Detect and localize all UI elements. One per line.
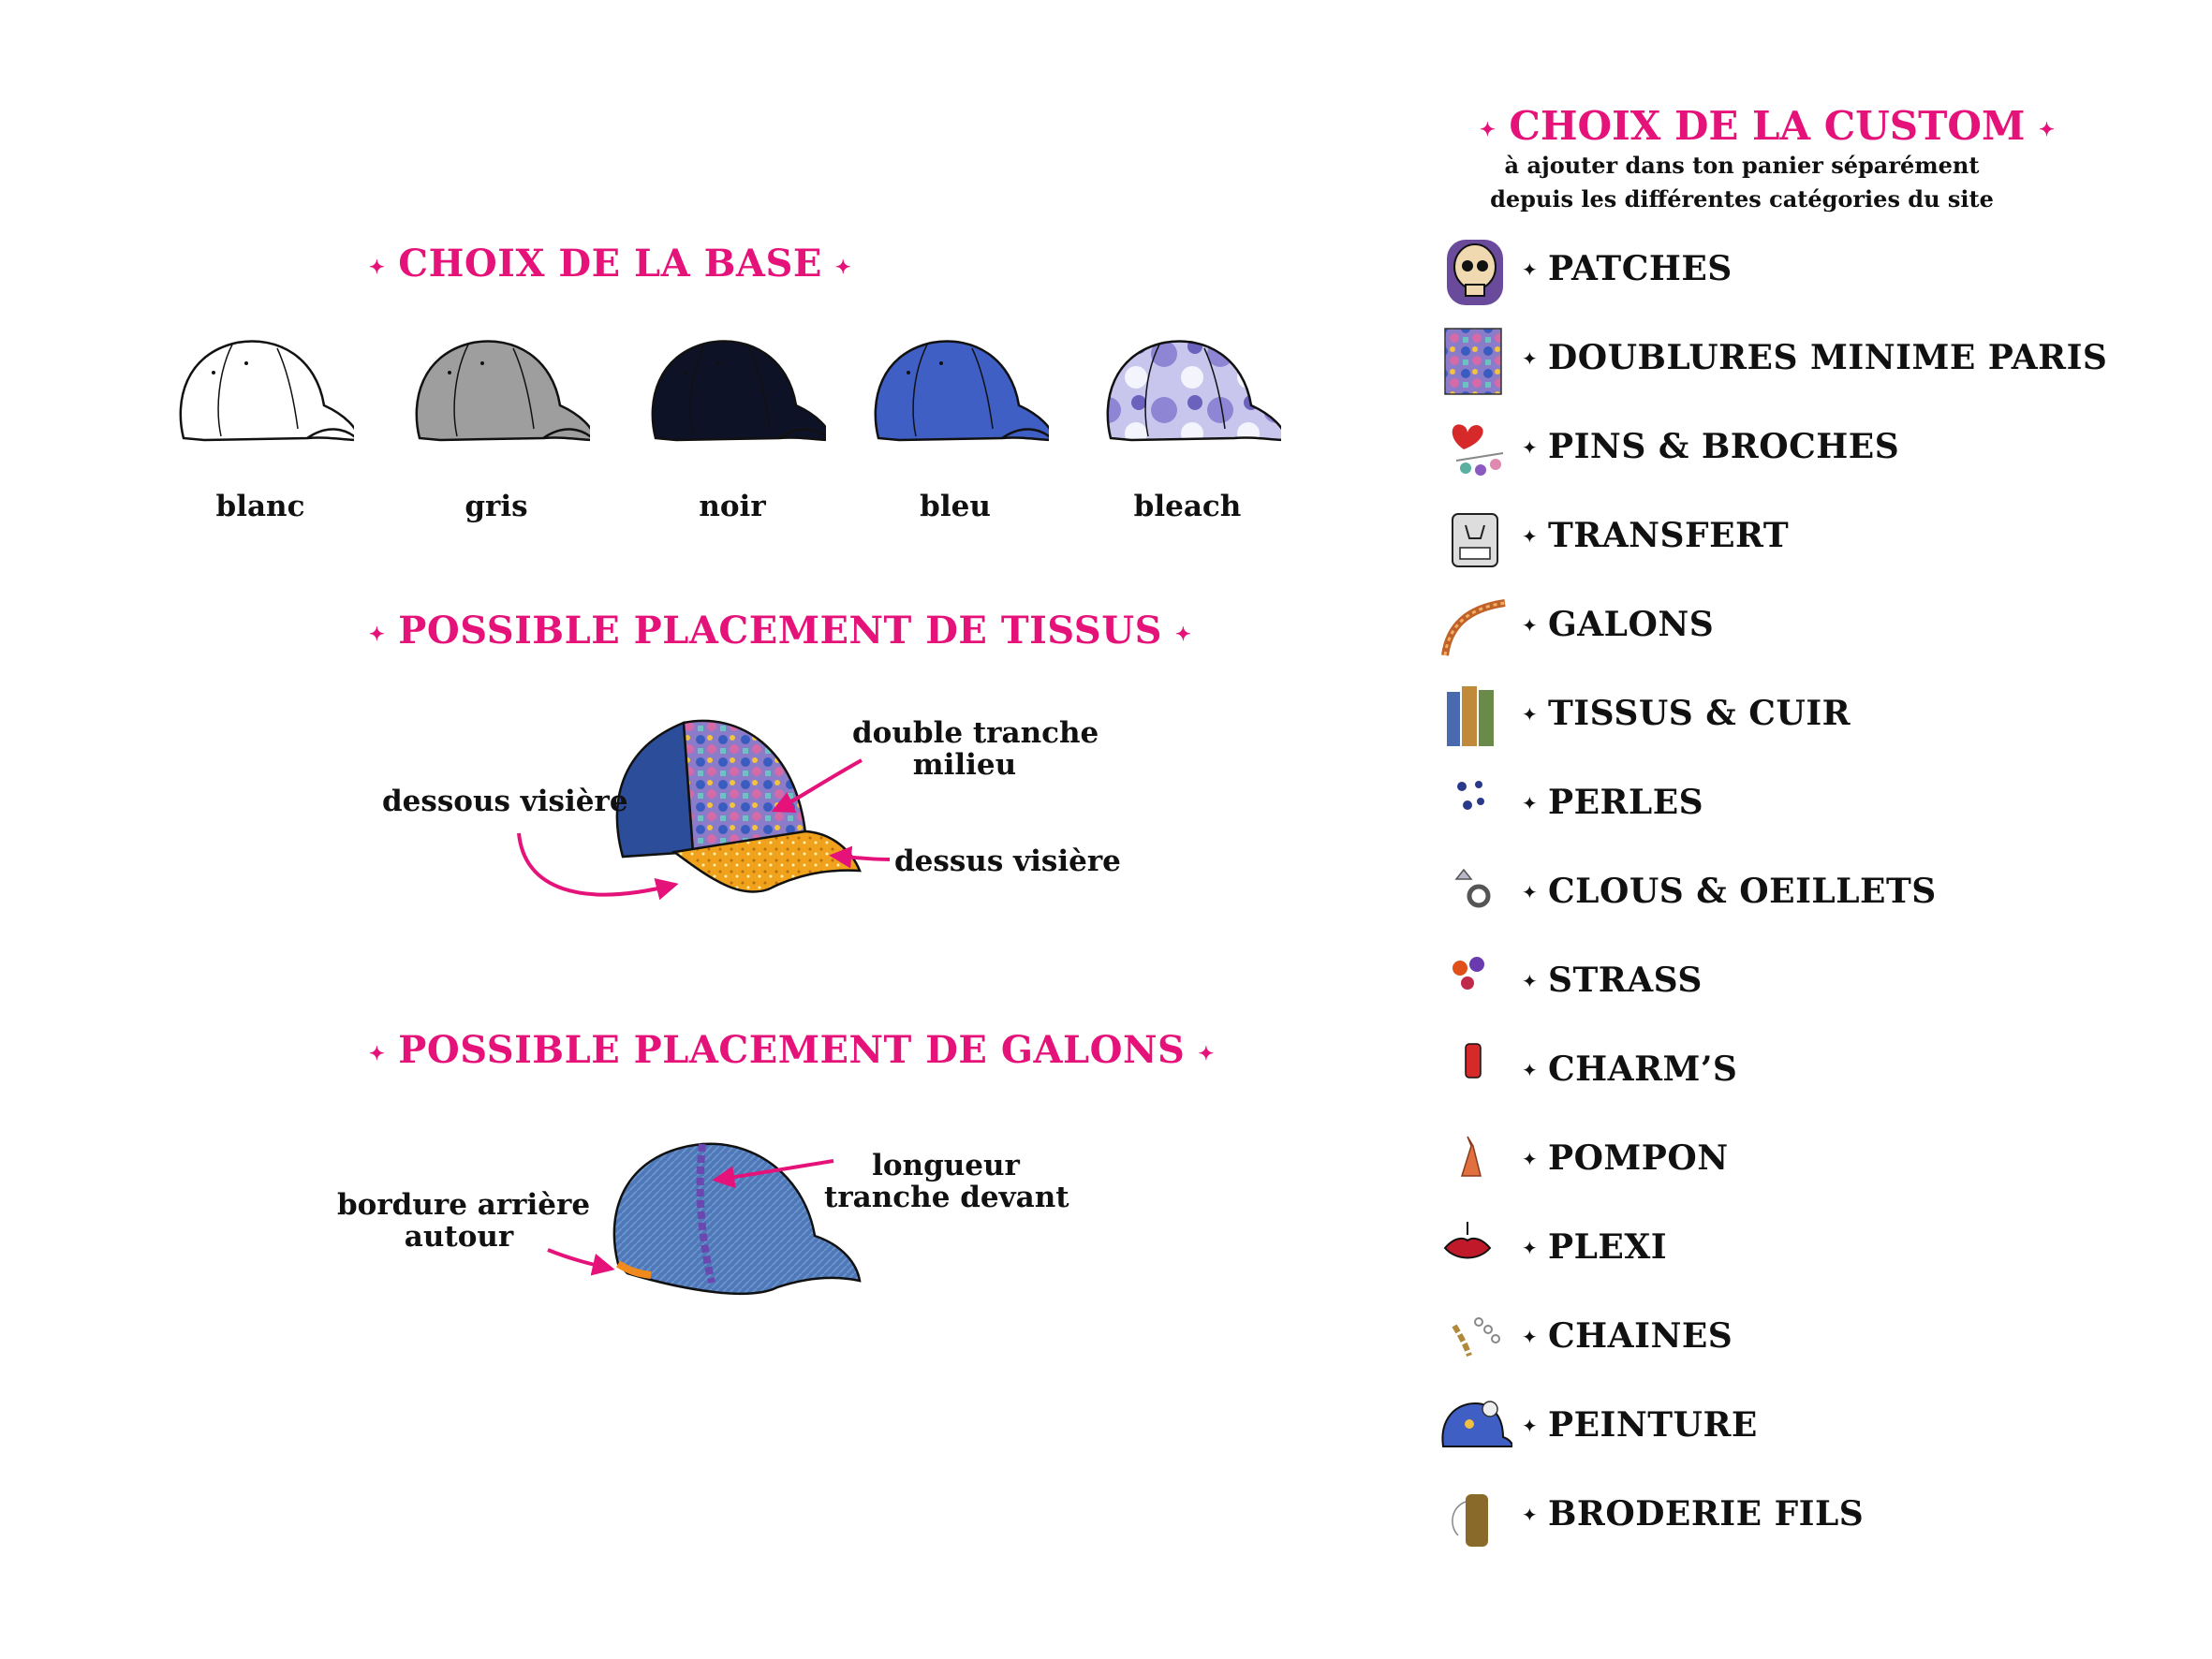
bullet-icon: ✦ bbox=[1522, 436, 1538, 459]
studs-eyelets-icon bbox=[1438, 857, 1512, 932]
bullet-icon: ✦ bbox=[1522, 525, 1538, 548]
label-dessus-visiere: dessus visière bbox=[894, 844, 1121, 878]
sparkle-icon: ✦ bbox=[369, 623, 386, 645]
cap-label-noir: noir bbox=[699, 490, 766, 523]
custom-header bbox=[1480, 103, 2055, 216]
bullet-icon: ✦ bbox=[1522, 881, 1538, 903]
custom-item-strass[interactable] bbox=[1438, 946, 2168, 1020]
cap-label-gris: gris bbox=[465, 490, 528, 523]
label-dessous-visiere: dessous visière bbox=[382, 785, 628, 818]
custom-item-pins[interactable] bbox=[1438, 412, 2168, 487]
cap-bleu-image bbox=[862, 335, 1049, 457]
braid-ribbon-icon bbox=[1438, 590, 1512, 665]
cap-bleach-image bbox=[1094, 335, 1281, 457]
bullet-icon: ✦ bbox=[1522, 1059, 1538, 1081]
bullet-icon: ✦ bbox=[1522, 614, 1538, 637]
custom-item-broderie[interactable] bbox=[1438, 1479, 2168, 1554]
beads-icon bbox=[1438, 768, 1512, 843]
bullet-icon: ✦ bbox=[1522, 258, 1538, 281]
bullet-icon: ✦ bbox=[1522, 1504, 1538, 1526]
cap-gris-image bbox=[403, 335, 590, 457]
custom-item-label: POMPON bbox=[1548, 1138, 1729, 1178]
sparkle-icon: ✦ bbox=[1480, 118, 1496, 140]
cap-label-blanc: blanc bbox=[215, 490, 305, 523]
heart-pin-icon bbox=[1438, 412, 1512, 487]
sparkle-icon: ✦ bbox=[1174, 623, 1192, 645]
custom-item-label: PLEXI bbox=[1548, 1227, 1668, 1267]
label-double-tranche-line1: double tranche bbox=[852, 716, 1099, 750]
custom-item-label: CLOUS & OEILLETS bbox=[1548, 872, 1937, 911]
label-bordure-arriere bbox=[337, 1188, 591, 1254]
bullet-icon: ✦ bbox=[1522, 1415, 1538, 1437]
custom-subtitle-line1: à ajouter dans ton panier séparément bbox=[1504, 152, 1980, 179]
base-section-title: ✦ CHOIX DE LA BASE ✦ bbox=[369, 242, 852, 286]
custom-item-label: TISSUS & CUIR bbox=[1548, 694, 1851, 733]
sparkle-icon: ✦ bbox=[369, 1042, 386, 1064]
custom-item-patches[interactable] bbox=[1438, 234, 2168, 309]
custom-item-label: DOUBLURES MINIME PARIS bbox=[1548, 338, 2108, 377]
custom-item-tissus[interactable] bbox=[1438, 679, 2168, 754]
label-bordure-line1: bordure arrière bbox=[337, 1188, 591, 1222]
label-double-tranche bbox=[852, 716, 1099, 782]
custom-item-label: PERLES bbox=[1548, 783, 1704, 822]
custom-item-doublures[interactable] bbox=[1438, 323, 2168, 398]
label-longueur-line1: longueur bbox=[872, 1149, 1020, 1182]
sparkle-icon: ✦ bbox=[369, 256, 386, 278]
cap-blanc-image bbox=[167, 335, 354, 457]
chain-icon bbox=[1438, 1301, 1512, 1376]
custom-item-galons[interactable] bbox=[1438, 590, 2168, 665]
custom-item-perles[interactable] bbox=[1438, 768, 2168, 843]
label-double-tranche-line2: milieu bbox=[912, 748, 1017, 782]
custom-item-peinture[interactable] bbox=[1438, 1390, 2168, 1465]
sparkle-icon: ✦ bbox=[834, 256, 852, 278]
custom-item-transfert[interactable] bbox=[1438, 501, 2168, 576]
fabric-rolls-icon bbox=[1438, 679, 1512, 754]
skull-patch-icon bbox=[1438, 234, 1512, 309]
lips-plexi-icon bbox=[1438, 1212, 1512, 1287]
bullet-icon: ✦ bbox=[1522, 1148, 1538, 1170]
bullet-icon: ✦ bbox=[1522, 792, 1538, 815]
cap-label-bleu: bleu bbox=[920, 490, 991, 523]
custom-item-label: BRODERIE FILS bbox=[1548, 1494, 1865, 1534]
custom-item-label: PATCHES bbox=[1548, 249, 1733, 288]
label-longueur bbox=[824, 1150, 1068, 1213]
custom-section-title: ✦ CHOIX DE LA CUSTOM ✦ bbox=[1480, 103, 2055, 149]
custom-item-clous[interactable] bbox=[1438, 857, 2168, 932]
transfer-print-icon bbox=[1438, 501, 1512, 576]
custom-item-plexi[interactable] bbox=[1438, 1212, 2168, 1287]
bullet-icon: ✦ bbox=[1522, 1237, 1538, 1259]
sparkle-icon: ✦ bbox=[2039, 118, 2055, 140]
bullet-icon: ✦ bbox=[1522, 703, 1538, 726]
custom-item-charms[interactable] bbox=[1438, 1035, 2168, 1109]
bullet-icon: ✦ bbox=[1522, 970, 1538, 992]
bullet-icon: ✦ bbox=[1522, 347, 1538, 370]
charm-icon bbox=[1438, 1035, 1512, 1109]
custom-item-label: PINS & BROCHES bbox=[1548, 427, 1900, 466]
custom-item-label: PEINTURE bbox=[1548, 1405, 1758, 1445]
custom-item-label: CHAINES bbox=[1548, 1316, 1733, 1356]
sparkle-icon: ✦ bbox=[1198, 1042, 1215, 1064]
custom-item-chaines[interactable] bbox=[1438, 1301, 2168, 1376]
tissus-section-title: ✦ POSSIBLE PLACEMENT DE TISSUS ✦ bbox=[369, 609, 1192, 653]
label-bordure-line2: autour bbox=[404, 1220, 514, 1254]
custom-subtitle-line2: depuis les différentes catégories du site bbox=[1490, 185, 1994, 213]
custom-item-label: GALONS bbox=[1548, 605, 1715, 644]
galons-section-title: ✦ POSSIBLE PLACEMENT DE GALONS ✦ bbox=[369, 1028, 1215, 1072]
cap-noir-image bbox=[639, 335, 826, 457]
bullet-icon: ✦ bbox=[1522, 1326, 1538, 1348]
fabric-swatch-icon bbox=[1438, 323, 1512, 398]
custom-item-pompon[interactable] bbox=[1438, 1123, 2168, 1198]
label-longueur-line2: tranche devant bbox=[824, 1181, 1069, 1214]
painted-cap-icon bbox=[1438, 1390, 1512, 1465]
tassel-icon bbox=[1438, 1123, 1512, 1198]
custom-item-label: CHARM’S bbox=[1548, 1050, 1738, 1089]
cap-label-bleach: bleach bbox=[1133, 490, 1242, 523]
thread-spool-icon bbox=[1438, 1479, 1512, 1554]
custom-item-label: STRASS bbox=[1548, 961, 1703, 1000]
custom-item-label: TRANSFERT bbox=[1548, 516, 1790, 555]
rhinestones-icon bbox=[1438, 946, 1512, 1020]
